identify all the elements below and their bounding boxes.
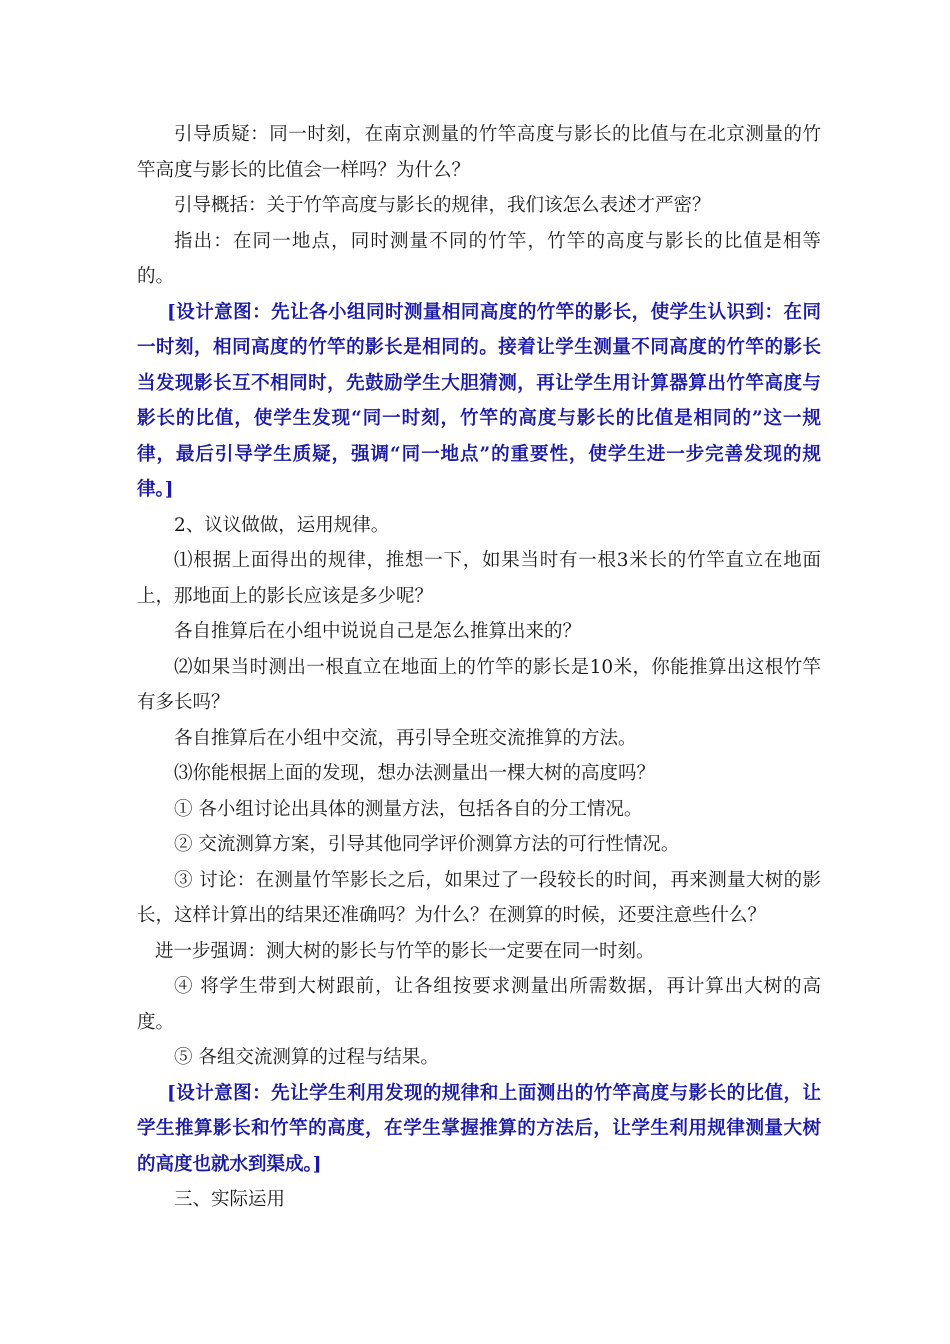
emphasis-same-time: 进一步强调：测大树的影长与竹竿的影长一定要在同一时刻。 xyxy=(155,940,655,962)
question-2-activity: 各自推算后在小组中交流，再引导全班交流推算的方法。 xyxy=(174,727,637,749)
document-body xyxy=(137,117,821,1218)
question-1: ⑴根据上面得出的规律，推想一下，如果当时有一根3米长的竹竿直立在地面上，那地面上的影长应该是多少呢？ xyxy=(137,550,821,607)
paragraph-guide-summary: 引导概括：关于竹竿高度与影长的规律，我们该怎么表述才严密？ xyxy=(174,195,711,216)
design-intent-note-1: [设计意图：先让各小组同时测量相同高度的竹竿的影长，使学生认识到：在同一时刻，相同高度的竹竿的影长是相同的。接着让学生测量不同高度的竹竿的影长当发现影长互不相同时，先鼓励学生大胆猜测，再让学生用计算器算出竹竿高度与影长的比值，使学生发现“同一时刻，竹竿的高度与影长的比值是相同的”这一规律，最后引导学生质疑，强调“同一地点”的重要性，使学生进一步完善发现的规律。] xyxy=(137,301,821,500)
design-intent-note-2: [设计意图：先让学生利用发现的规律和上面测出的竹竿高度与影长的比值，让学生推算影长和竹竿的高度，在学生掌握推算的方法后，让学生利用规律测量大树的高度也就水到渠成。] xyxy=(137,1082,821,1175)
step-5: ⑤ 各组交流测算的过程与结果。 xyxy=(174,1047,439,1068)
question-3: ⑶你能根据上面的发现，想办法测量出一棵大树的高度吗？ xyxy=(174,763,656,784)
section-heading-discuss: 2、议议做做，运用规律。 xyxy=(174,514,390,536)
paragraph-point-out: 指出：在同一地点，同时测量不同的竹竿，竹竿的高度与影长的比值是相等的。 xyxy=(137,230,821,287)
step-3: ③ 讨论：在测量竹竿影长之后，如果过了一段较长的时间，再来测量大树的影长，这样计算出的结果还准确吗？为什么？在测算的时候，还要注意些什么？ xyxy=(137,869,821,926)
step-2: ② 交流测算方案，引导其他同学评价测算方法的可行性情况。 xyxy=(174,834,680,855)
question-2: ⑵如果当时测出一根直立在地面上的竹竿的影长是10米，你能推算出这根竹竿有多长吗？ xyxy=(137,656,821,713)
paragraph-guide-question: 引导质疑：同一时刻，在南京测量的竹竿高度与影长的比值与在北京测量的竹竿高度与影长的比值会一样吗？为什么？ xyxy=(137,124,821,181)
section-heading-practice: 三、实际运用 xyxy=(174,1189,286,1210)
question-1-activity: 各自推算后在小组中说说自己是怎么推算出来的？ xyxy=(174,621,582,642)
step-4: ④ 将学生带到大树跟前，让各组按要求测量出所需数据，再计算出大树的高度。 xyxy=(137,976,821,1033)
step-1: ① 各小组讨论出具体的测量方法，包括各自的分工情况。 xyxy=(174,798,643,820)
